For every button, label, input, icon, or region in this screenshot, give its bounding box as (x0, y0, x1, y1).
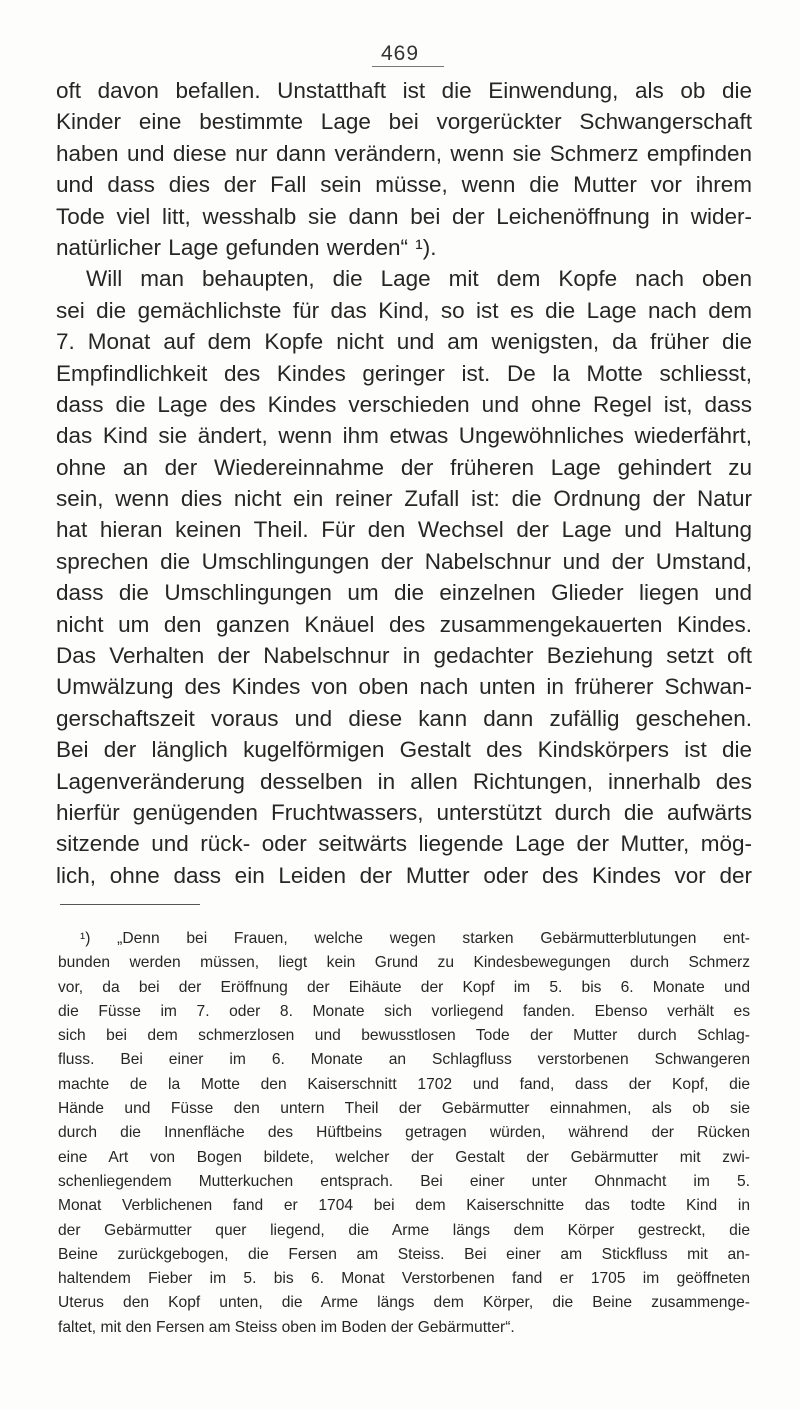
body-line: sein, wenn dies nicht ein reiner Zufall ist: die Ordnung der Natur (56, 486, 752, 512)
footnote (58, 927, 750, 1340)
footnote-line: durch die Innenfläche des Hüftbeins getragen würden, während der Rücken (58, 1124, 750, 1142)
body-line: nicht um den ganzen Knäuel des zusammengekauerten Kindes. (56, 611, 752, 637)
footnote-line: schenliegendem Mutterkuchen entsprach. Bei einer unter Ohnmacht im 5. (58, 1172, 750, 1190)
footnote-line: machte de la Motte den Kaiserschnitt 1702 und fand, dass der Kopf, die (58, 1075, 750, 1093)
footnote-line: die Füsse im 7. oder 8. Monate sich vorliegend fanden. Ebenso verhält es (58, 1002, 750, 1020)
footnote-line: der Gebärmutter quer liegend, die Arme längs dem Körper gestreckt, die (58, 1221, 750, 1239)
page-number: 469 (380, 42, 420, 65)
body-line: ohne an der Wiedereinnahme der früheren Lage gehindert zu (56, 454, 752, 480)
body-line: Lagenveränderung desselben in allen Richtungen, innerhalb des (56, 768, 752, 794)
body-line: oft davon befallen. Unstatthaft ist die Einwendung, als ob die (56, 78, 752, 103)
body-line: natürlicher Lage gefunden werden“ ¹). (56, 234, 437, 260)
footnote-line: Beine zurückgebogen, die Fersen am Steiss. Bei einer am Stickfluss mit an- (58, 1245, 750, 1263)
body-line: haben und diese nur dann verändern, wenn sie Schmerz empfinden (56, 140, 752, 166)
body-line: Kinder eine bestimmte Lage bei vorgerückter Schwangerschaft (56, 109, 752, 135)
body-line: Tode viel litt, wesshalb sie dann bei der Leichenöffnung in wider- (56, 203, 752, 229)
page-number-rule (372, 66, 444, 67)
body-line: sprechen die Umschlingungen der Nabelschnur und der Umstand, (56, 548, 752, 574)
footnote-line: faltet, mit den Fersen am Steiss oben im Boden der Gebärmutter“. (58, 1318, 515, 1336)
body-line: hierfür genügenden Fruchtwassers, unterstützt durch die aufwärts (56, 799, 752, 825)
body-line: hat hieran keinen Theil. Für den Wechsel der Lage und Haltung (56, 517, 752, 543)
footnote-line: Uterus den Kopf unten, die Arme längs dem Körper, die Beine zusammenge- (58, 1294, 750, 1312)
body-line: dass die Umschlingungen um die einzelnen Glieder liegen und (56, 580, 752, 606)
body-line: sitzende und rück- oder seitwärts liegende Lage der Mutter, mög- (56, 831, 752, 857)
body-line: sei die gemächlichste für das Kind, so ist es die Lage nach dem (56, 297, 752, 323)
footnote-line: bunden werden müssen, liegt kein Grund zu Kindesbewegungen durch Schmerz (58, 954, 750, 972)
footnote-divider (60, 904, 200, 905)
footnote-line: vor, da bei der Eröffnung der Eihäute der Kopf im 5. bis 6. Monate und (58, 978, 750, 996)
footnote-line: fluss. Bei einer im 6. Monate an Schlagfluss verstorbenen Schwangeren (58, 1051, 750, 1069)
body-line: lich, ohne dass ein Leiden der Mutter oder des Kindes vor der (56, 862, 752, 888)
body-line: Bei der länglich kugelförmigen Gestalt des Kindskörpers ist die (56, 737, 752, 763)
footnote-line: Monat Verblichenen fand er 1704 bei dem Kaiserschnitte das todte Kind in (58, 1197, 750, 1215)
footnote-line: ¹) „Denn bei Frauen, welche wegen starken Gebärmutterblutungen ent- (80, 930, 750, 947)
footnote-line: eine Art von Bogen bildete, welcher der Gestalt der Gebärmutter mit zwi- (58, 1148, 750, 1166)
body-text (56, 75, 752, 891)
body-line: gerschaftszeit voraus und diese kann dann zufällig geschehen. (56, 705, 752, 731)
footnote-line: Hände und Füsse den untern Theil der Gebärmutter einnahmen, als ob sie (58, 1100, 750, 1118)
body-line: das Kind sie ändert, wenn ihm etwas Ungewöhnliches wiederfährt, (56, 423, 752, 449)
footnote-line: sich bei dem schmerzlosen und bewusstlosen Tode der Mutter durch Schlag- (58, 1027, 750, 1045)
body-line: und dass dies der Fall sein müsse, wenn die Mutter vor ihrem (56, 172, 752, 198)
body-line: Will man behaupten, die Lage mit dem Kopfe nach oben (86, 266, 752, 292)
body-line: 7. Monat auf dem Kopfe nicht und am wenigsten, da früher die (56, 329, 752, 355)
body-line: Das Verhalten der Nabelschnur in gedachter Beziehung setzt oft (56, 643, 752, 669)
body-line: Umwälzung des Kindes von oben nach unten in früherer Schwan- (56, 674, 752, 700)
body-line: dass die Lage des Kindes verschieden und ohne Regel ist, dass (56, 391, 752, 417)
footnote-line: haltendem Fieber im 5. bis 6. Monat Verstorbenen fand er 1705 im geöffneten (58, 1270, 750, 1288)
body-line: Empfindlichkeit des Kindes geringer ist. De la Motte schliesst, (56, 360, 752, 386)
